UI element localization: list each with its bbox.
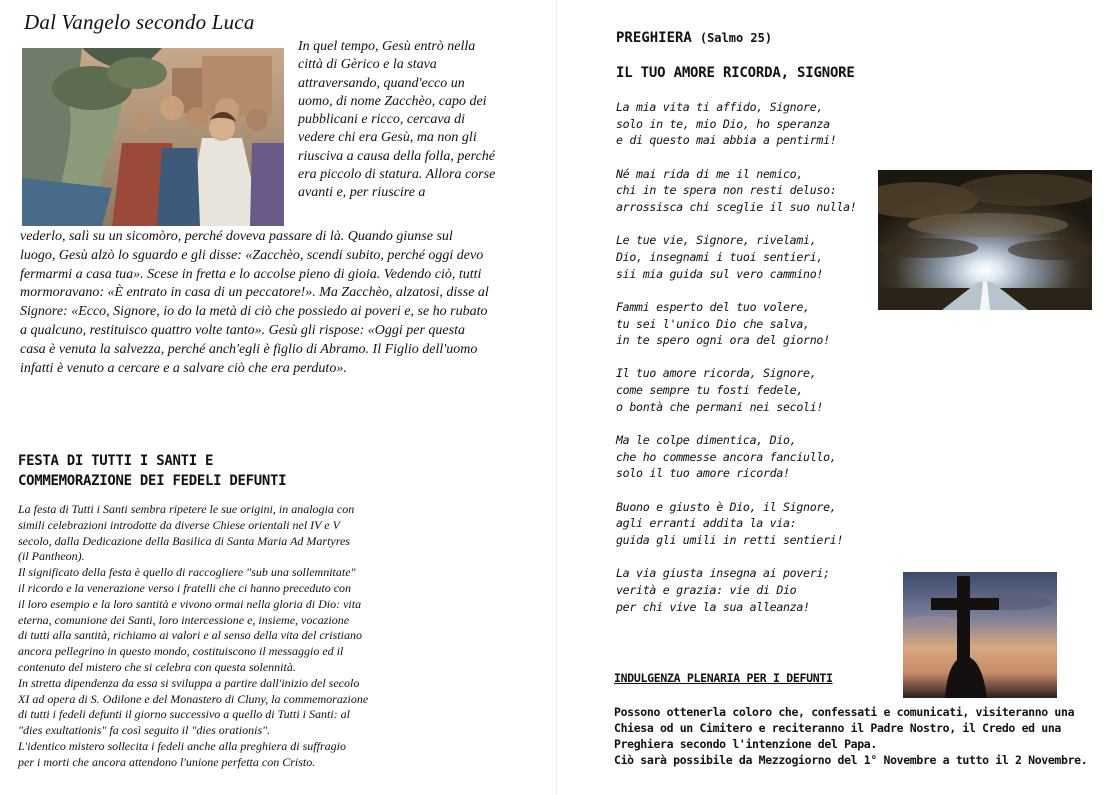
psalm-line: solo in te, mio Dio, ho speranza	[616, 116, 830, 131]
indulgence-line: Preghiera secondo l'intenzione del Papa.	[614, 737, 877, 751]
prayer-title: IL TUO AMORE RICORDA, SIGNORE	[616, 65, 855, 81]
cross-at-sunset-svg	[903, 572, 1057, 698]
zacchaeus-painting-image	[22, 48, 284, 226]
indulgence-title: INDULGENZA PLENARIA PER I DEFUNTI	[614, 671, 833, 685]
gospel-text-full-width: vederlo, salì su un sicomòro, perché doveva passare di là. Quando giunse sul luogo, Gesù alzò lo sguardo e gli disse: «Zacchèo, scendi subito, perché oggi devo fermarmi a casa tua». Scese in fretta e lo accolse pieno di gioia. Vedendo ciò, tutti mormoravano: «È entrato in casa di un peccatore!». Ma Zacchèo, alzatosi, disse al Signore: «Ecco, Signore, io do la metà di ciò che possiedo ai poveri e, se ho rubato a qualcuno, restituisco quattro volte tanto». Gesù gli rispose: «Oggi per questa casa è venuta la salvezza, perché anch'egli è figlio di Abramo. Il Figlio dell'uomo infatti è venuto a cercare e a salvare ciò che era perduto».	[20, 229, 489, 376]
feast-title-line: FESTA DI TUTTI I SANTI E	[18, 453, 214, 469]
psalm-line: verità e grazia: vie di Dio	[616, 582, 797, 597]
psalm-line: chi in te spera non resti deluso:	[616, 183, 837, 198]
feast-body-line: In stretta dipendenza da essa si sviluppa a partire dall'inizio del secolo	[18, 675, 360, 690]
psalm-line: Le tue vie, Signore, rivelami,	[616, 233, 817, 248]
psalm-stanza	[616, 565, 886, 615]
indulgence-line: Possono ottenerla coloro che, confessati e comunicati, visiteranno una	[614, 705, 1075, 719]
psalm-line: Ma le colpe dimentica, Dio,	[616, 433, 797, 448]
feast-body	[18, 502, 478, 771]
psalm-stanza	[616, 365, 886, 415]
psalm-line: La via giusta insegna ai poveri;	[616, 566, 830, 581]
psalm-stanza	[616, 99, 886, 149]
feast-title	[18, 451, 286, 491]
psalm-line: che ho commesse ancora fanciullo,	[616, 449, 837, 464]
psalm-reference: (Salmo 25)	[699, 31, 773, 45]
indulgence-line: Ciò sarà possibile da Mezzogiorno del 1° Novembre a tutto il 2 Novembre.	[614, 753, 1088, 767]
psalm-line: Né mai rida di me il nemico,	[616, 166, 804, 181]
zacchaeus-painting-svg	[22, 48, 284, 226]
feast-body-line: di tutti i fedeli defunti il giorno successivo a quello di Tutti i Santi: al	[18, 707, 350, 722]
indulgence-body	[614, 704, 1094, 768]
sunlit-clouds-road-svg	[878, 170, 1092, 310]
feast-body-line: La festa di Tutti i Santi sembra ripetere le sue origini, in analogia con	[18, 502, 355, 516]
feast-body-line: secolo, dalla Dedicazione della Basilica di Santa Maria Ad Martyres	[18, 533, 350, 548]
psalm-line: o bontà che permani nei secoli!	[616, 399, 824, 414]
gospel-text-beside-image: In quel tempo, Gesù entrò nella città di Gèrico e la stava attraversando, quand'ecco un uomo, di nome Zacchèo, capo dei pubblicani e ricco, cercava di vedere chi era Gesù, ma non gli riusciva a causa della folla, perché era piccolo di statura. Allora corse avanti e, per riuscire a	[298, 39, 496, 201]
psalm-line: guida gli umili in retti sentieri!	[616, 533, 844, 548]
feast-body-line: L'identico mistero sollecita i fedeli anche alla preghiera di suffragio	[18, 738, 346, 753]
prayer-heading-label: PREGHIERA	[616, 30, 692, 46]
feast-body-line: ancora pellegrino in questo mondo, costituiscono il messaggio ed il	[18, 644, 344, 659]
feast-body-line: "dies exultationis" fa così seguito il "dies orationis".	[18, 723, 271, 738]
psalm-stanza	[616, 232, 886, 282]
feast-body-line: XI ad opera di S. Odilone e del Monastero di Cluny, la commemorazione	[18, 691, 369, 706]
psalm-line: Buono e giusto è Dio, il Signore,	[616, 499, 837, 514]
feast-title-line: COMMEMORAZIONE DEI FEDELI DEFUNTI	[18, 473, 287, 489]
psalm-stanza	[616, 299, 886, 349]
feast-body-line: di tutti alla santità, richiamo ai valori e al senso della vita del cristiano	[18, 628, 362, 643]
psalm-stanza	[616, 499, 886, 549]
psalm-stanza	[616, 166, 886, 216]
feast-body-line: simili celebrazioni introdotte da diverse Chiese orientali nel IV e V	[18, 517, 340, 532]
psalm-text	[616, 99, 886, 632]
psalm-line: tu sei l'unico Dio che salva,	[616, 316, 810, 331]
feast-body-line: il ricordo e la venerazione verso i fratelli che ci hanno preceduto con	[18, 580, 352, 595]
prayer-heading	[616, 30, 772, 46]
psalm-line: e di questo mai abbia a pentirmi!	[616, 133, 837, 148]
psalm-line: per chi vive la sua alleanza!	[616, 599, 810, 614]
psalm-stanza	[616, 432, 886, 482]
psalm-line: solo il tuo amore ricorda!	[616, 466, 790, 481]
psalm-line: arrossisca chi sceglie il suo nulla!	[616, 200, 857, 215]
gospel-title: Dal Vangelo secondo Luca	[24, 10, 255, 34]
psalm-line: Dio, insegnami i tuoi sentieri,	[616, 249, 824, 264]
feast-body-line: per i morti che ancora attendono l'unione perfetta con Cristo.	[18, 754, 316, 769]
psalm-line: Il tuo amore ricorda, Signore,	[616, 366, 817, 381]
psalm-line: in te spero ogni ora del giorno!	[616, 333, 830, 348]
sunlit-clouds-road-image	[878, 170, 1092, 310]
psalm-line: come sempre tu fosti fedele,	[616, 383, 804, 398]
feast-body-line: (il Pantheon).	[18, 549, 85, 564]
psalm-line: Fammi esperto del tuo volere,	[616, 299, 810, 314]
cross-at-sunset-image	[903, 572, 1057, 698]
feast-body-line: Il significato della festa è quello di raccogliere "sub una sollemnitate"	[18, 565, 356, 580]
feast-body-line: eterna, comunione dei Santi, loro intercessione e, insieme, vocazione	[18, 612, 350, 627]
psalm-line: sii mia guida sul vero cammino!	[616, 266, 824, 281]
psalm-line: La mia vita ti affido, Signore,	[616, 100, 824, 114]
feast-body-line: il loro esempio e la loro santità e vivono ormai nella gloria di Dio: vita	[18, 596, 362, 611]
indulgence-line: Chiesa od un Cimitero e reciteranno il Padre Nostro, il Credo ed una	[614, 721, 1062, 735]
feast-body-line: contenuto del mistero che si celebra con questa solennità.	[18, 659, 296, 674]
psalm-line: agli erranti addita la via:	[616, 516, 797, 531]
